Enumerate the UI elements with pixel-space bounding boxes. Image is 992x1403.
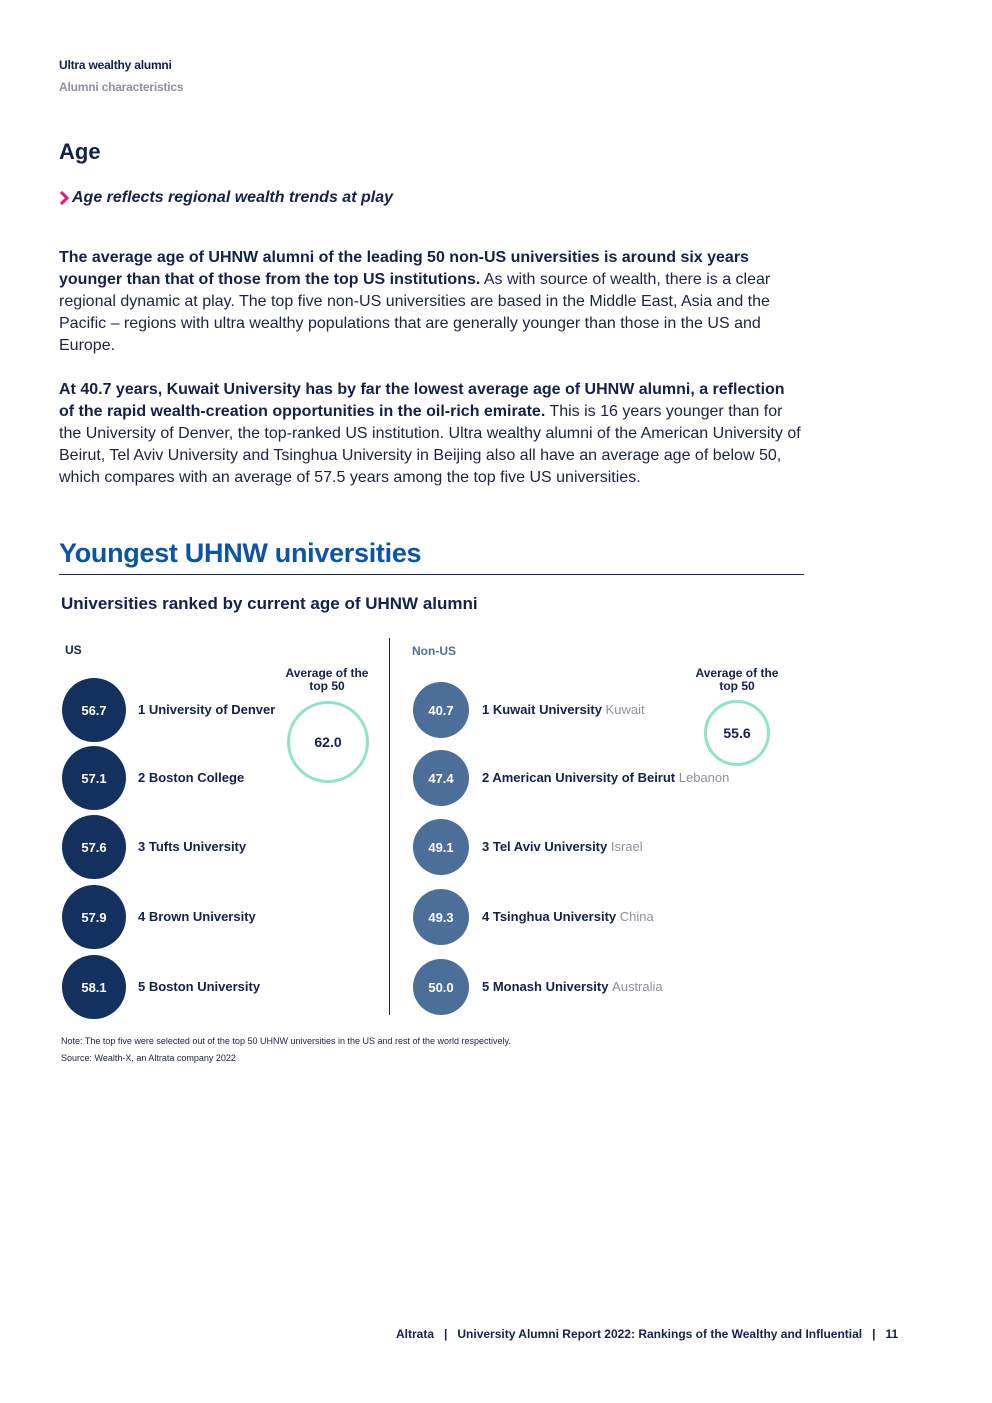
non-us-university-name: 1 Kuwait University — [482, 702, 606, 717]
section-title: Age — [59, 139, 101, 164]
non-us-country: Kuwait — [605, 702, 645, 717]
chart-section-title: Youngest UHNW universities — [59, 538, 422, 568]
non-us-university-label — [482, 839, 643, 854]
running-header-title: Ultra wealthy alumni — [59, 58, 172, 72]
paragraph-1-lead: The average age of UHNW alumni of the leading 50 non-US universities is around six years younger than that of those from the top US institutions. — [59, 249, 749, 288]
us-average-label: Average of the top 50 — [285, 666, 369, 693]
non-us-country: Australia — [612, 979, 663, 994]
footer-separator: | — [444, 1327, 448, 1341]
paragraph-2-lead: At 40.7 years, Kuwait University has by far the lowest average age of UHNW alumni, a reflection of the rapid wealth-creation opportunities in the oil-rich emirate. — [59, 381, 785, 420]
us-age-bubble: 58.1 — [62, 955, 126, 1019]
subtitle-text: Age reflects regional wealth trends at play — [72, 189, 393, 206]
us-university-label: 4 Brown University — [138, 909, 256, 924]
chart-note: Note: The top five were selected out of the top 50 UHNW universities in the US and rest of the world respectively. — [61, 1036, 511, 1046]
us-university-label: 3 Tufts University — [138, 839, 247, 854]
non-us-country: Israel — [610, 839, 643, 854]
chevron-right-icon — [59, 191, 69, 205]
column-divider — [389, 638, 390, 1015]
paragraph-2-body: This is 16 years younger than for the University of Denver, the top-ranked US institution. Ultra wealthy alumni of the American University of Beirut, Tel Aviv University and Tsinghua University in Beijing also all have an average age of below 50, which compares with an average of 57.5 years among the top five US universities. — [59, 403, 801, 486]
non-us-university-name: 3 Tel Aviv University — [482, 839, 611, 854]
page-number: 11 — [885, 1327, 899, 1341]
footer-report-title: University Alumni Report 2022: Rankings of the Wealthy and Influential — [457, 1327, 863, 1341]
non-us-university-label — [482, 770, 729, 785]
chart-source: Source: Wealth-X, an Altrata company 2022 — [61, 1053, 236, 1063]
section-subtitle — [59, 189, 393, 207]
us-university-label: 2 Boston College — [138, 770, 245, 785]
non-us-university-label — [482, 979, 663, 994]
non-us-university-label — [482, 909, 654, 924]
paragraph-1-body: As with source of wealth, there is a clear regional dynamic at play. The top five non-US universities are based in the Middle East, Asia and the Pacific – regions with ultra wealthy populations that are generally younger than those in the US and Europe. — [59, 271, 771, 354]
non-us-university-name: 5 Monash University — [482, 979, 613, 994]
us-age-bubble: 57.1 — [62, 746, 126, 810]
non-us-university-label — [482, 702, 645, 717]
section-divider — [59, 574, 804, 575]
non-us-age-bubble: 47.4 — [413, 750, 469, 806]
chart-title: Universities ranked by current age of UHNW alumni — [61, 594, 478, 613]
us-age-bubble: 57.9 — [62, 885, 126, 949]
us-university-label: 5 Boston University — [138, 979, 261, 994]
non-us-university-name: 4 Tsinghua University — [482, 909, 620, 924]
non-us-average-ring: 55.6 — [704, 700, 770, 766]
page-footer — [396, 1327, 898, 1341]
non-us-age-bubble: 40.7 — [413, 682, 469, 738]
us-age-bubble: 56.7 — [62, 678, 126, 742]
footer-brand: Altrata — [396, 1327, 435, 1341]
non-us-country: China — [619, 909, 654, 924]
us-university-label: 1 University of Denver — [138, 702, 276, 717]
paragraph-2 — [59, 379, 804, 489]
non-us-age-bubble: 49.1 — [413, 819, 469, 875]
non-us-country: Lebanon — [678, 770, 730, 785]
us-age-bubble: 57.6 — [62, 815, 126, 879]
non-us-age-bubble: 49.3 — [413, 889, 469, 945]
us-average-ring: 62.0 — [287, 701, 369, 783]
footer-separator: | — [872, 1327, 876, 1341]
us-column-label: US — [65, 643, 82, 657]
non-us-column-label: Non-US — [412, 644, 456, 658]
non-us-age-bubble: 50.0 — [413, 959, 469, 1015]
running-header-subtitle: Alumni characteristics — [59, 80, 184, 94]
non-us-university-name: 2 American University of Beirut — [482, 770, 679, 785]
non-us-average-label: Average of the top 50 — [695, 666, 779, 693]
paragraph-1 — [59, 247, 804, 357]
